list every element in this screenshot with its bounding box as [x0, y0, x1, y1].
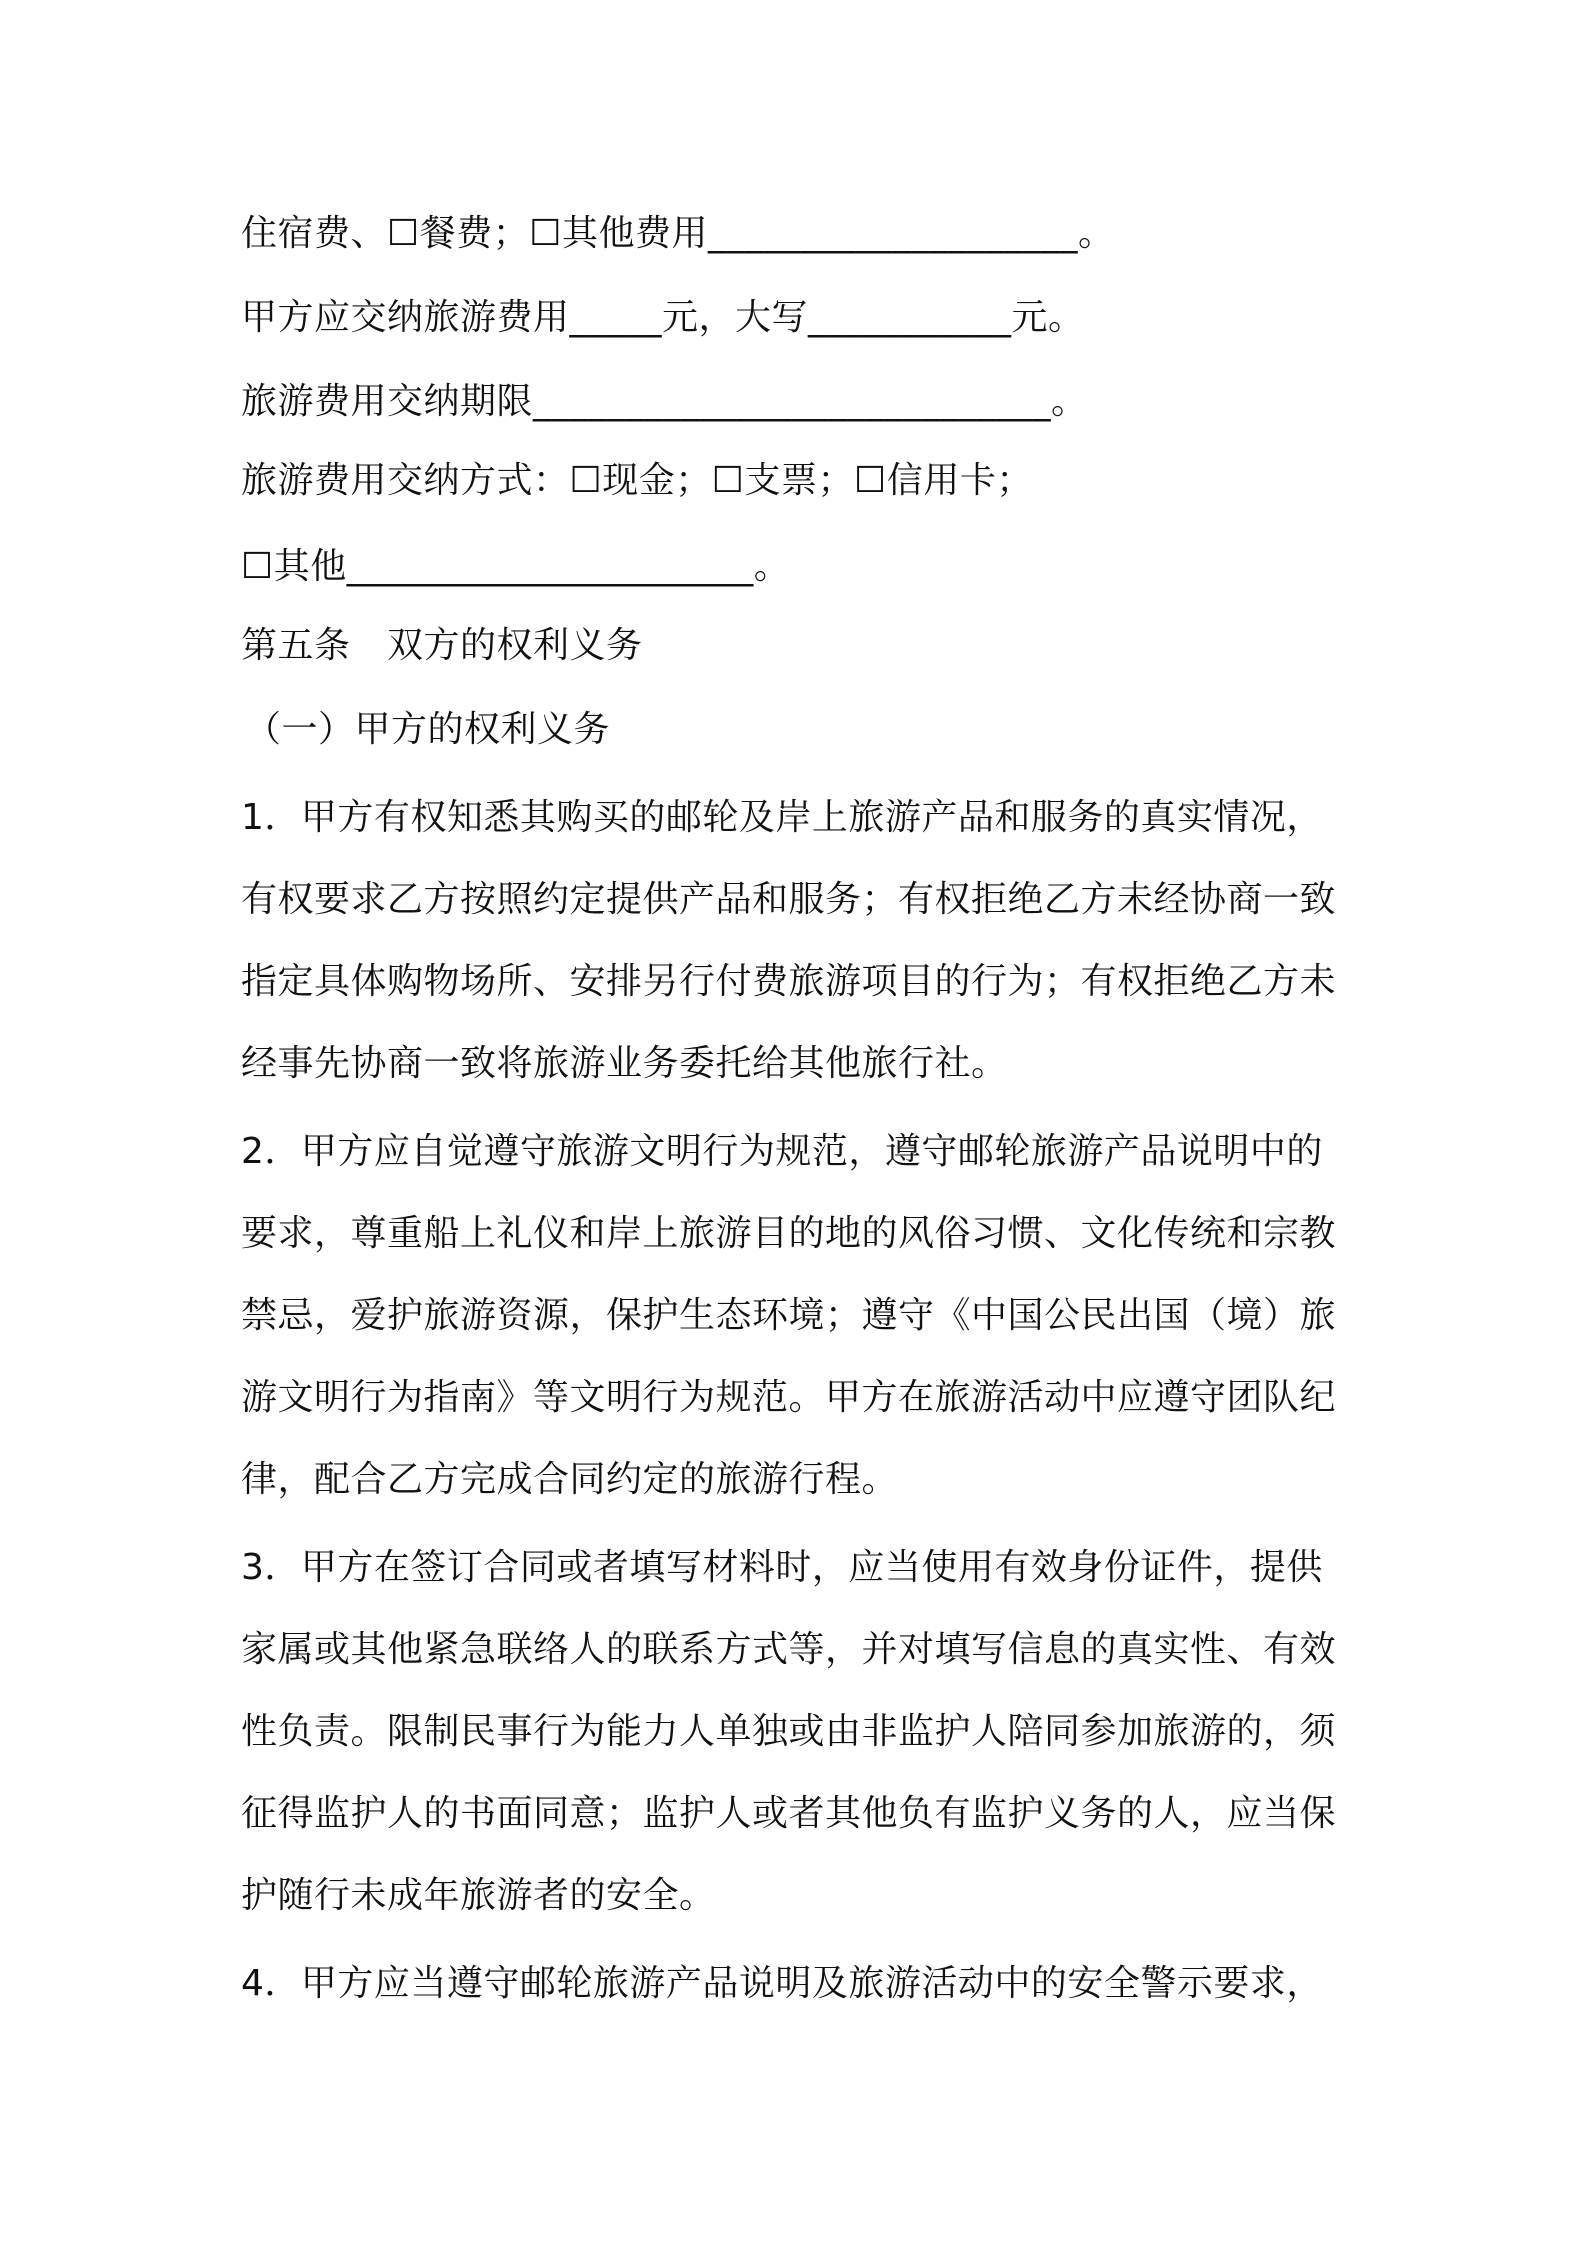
payment-other-line: ☐其他______________________。	[241, 546, 791, 587]
section-one-heading: （一）甲方的权利义务	[245, 709, 611, 750]
clause-3-line-1: 3．甲方在签订合同或者填写材料时，应当使用有效身份证件，提供	[241, 1547, 1323, 1588]
clause-1-line-2: 有权要求乙方按照约定提供产品和服务；有权拒绝乙方未经协商一致	[241, 879, 1337, 920]
clause-4-line-1: 4．甲方应当遵守邮轮旅游产品说明及旅游活动中的安全警示要求，	[241, 1963, 1323, 2004]
clause-3-line-3: 性负责。限制民事行为能力人单独或由非监护人陪同参加旅游的，须	[241, 1711, 1337, 1752]
article-five-heading: 第五条 双方的权利义务	[241, 625, 643, 666]
clause-2-line-1: 2．甲方应自觉遵守旅游文明行为规范，遵守邮轮旅游产品说明中的	[241, 1131, 1323, 1172]
travel-fee-amount-line: 甲方应交纳旅游费用_____元，大写___________元。	[241, 297, 1085, 338]
clause-1-line-3: 指定具体购物场所、安排另行付费旅游项目的行为；有权拒绝乙方未	[241, 961, 1337, 1002]
clause-2-line-2: 要求，尊重船上礼仪和岸上旅游目的地的风俗习惯、文化传统和宗教	[241, 1213, 1337, 1254]
clause-1-line-1: 1．甲方有权知悉其购买的邮轮及岸上旅游产品和服务的真实情况，	[241, 797, 1323, 838]
clause-3-line-4: 征得监护人的书面同意；监护人或者其他负有监护义务的人，应当保	[241, 1793, 1337, 1834]
clause-2-line-3: 禁忌，爱护旅游资源，保护生态环境；遵守《中国公民出国（境）旅	[241, 1295, 1337, 1336]
clause-3-line-2: 家属或其他紧急联络人的联系方式等，并对填写信息的真实性、有效	[241, 1629, 1337, 1670]
payment-deadline-line: 旅游费用交纳期限____________________________。	[241, 381, 1088, 422]
clause-2-line-4: 游文明行为指南》等文明行为规范。甲方在旅游活动中应遵守团队纪	[241, 1377, 1337, 1418]
fee-options-line: 住宿费、☐餐费；☐其他费用____________________。	[241, 213, 1115, 254]
payment-method-line: 旅游费用交纳方式：☐现金；☐支票；☐信用卡；	[241, 460, 1033, 501]
clause-3-line-5: 护随行未成年旅游者的安全。	[241, 1875, 716, 1916]
clause-2-line-5: 律，配合乙方完成合同约定的旅游行程。	[241, 1459, 899, 1500]
clause-1-line-4: 经事先协商一致将旅游业务委托给其他旅行社。	[241, 1043, 1008, 1084]
